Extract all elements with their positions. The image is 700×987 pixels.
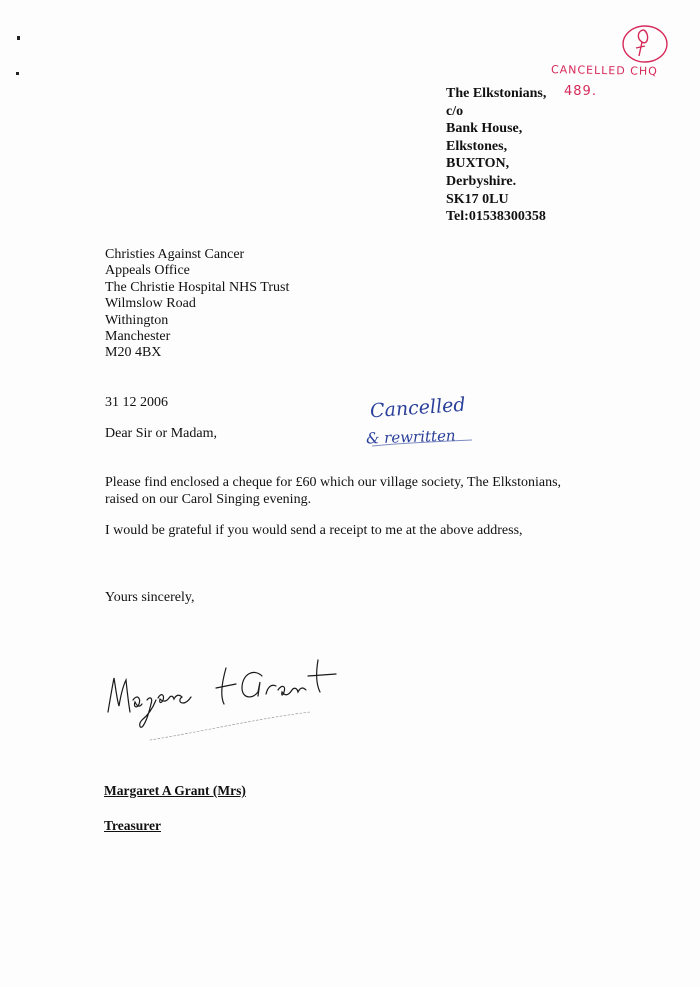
recipient-city: Manchester (105, 329, 171, 345)
blue-note-stroke (372, 440, 472, 446)
red-circled-mark (623, 26, 667, 62)
sender-name: The Elkstonians, (446, 86, 547, 101)
recipient-trust: The Christie Hospital NHS Trust (105, 279, 290, 295)
sender-house: Bank House, (446, 121, 523, 137)
recipient-district: Withington (105, 312, 169, 328)
red-handwritten-note-line1: CANCELLED CHQ (550, 63, 658, 78)
sender-telephone: Tel:01538300358 (446, 209, 546, 225)
recipient-road: Wilmslow Road (105, 296, 196, 312)
closing: Yours sincerely, (105, 590, 195, 605)
signatory-name: Margaret A Grant (Mrs) (104, 783, 246, 798)
sender-town: BUXTON, (446, 156, 510, 172)
signatory-title: Treasurer (104, 818, 161, 833)
letter-date: 31 12 2006 (105, 395, 168, 410)
body-paragraph-1: Please find enclosed a cheque for £60 which our village society, The Elkstonians, raised on our Carol Singing evening. (105, 475, 562, 507)
salutation: Dear Sir or Madam, (105, 426, 217, 441)
blue-handwritten-note-line1: Cancelled (369, 393, 467, 423)
recipient-postcode: M20 4BX (105, 345, 162, 361)
sender-care-of: c/o (446, 103, 464, 119)
red-handwritten-note-line2: 489. (564, 84, 597, 99)
recipient-organisation: Christies Against Cancer (105, 247, 245, 262)
blue-handwritten-note-line2: & rewritten (365, 426, 456, 448)
sender-postcode: SK17 0LU (446, 191, 509, 207)
signature (108, 660, 336, 740)
sender-village: Elkstones, (446, 138, 508, 154)
recipient-department: Appeals Office (105, 263, 190, 279)
sender-county: Derbyshire. (446, 173, 517, 189)
body-paragraph-2: I would be grateful if you would send a receipt to me at the above address, (105, 523, 523, 538)
